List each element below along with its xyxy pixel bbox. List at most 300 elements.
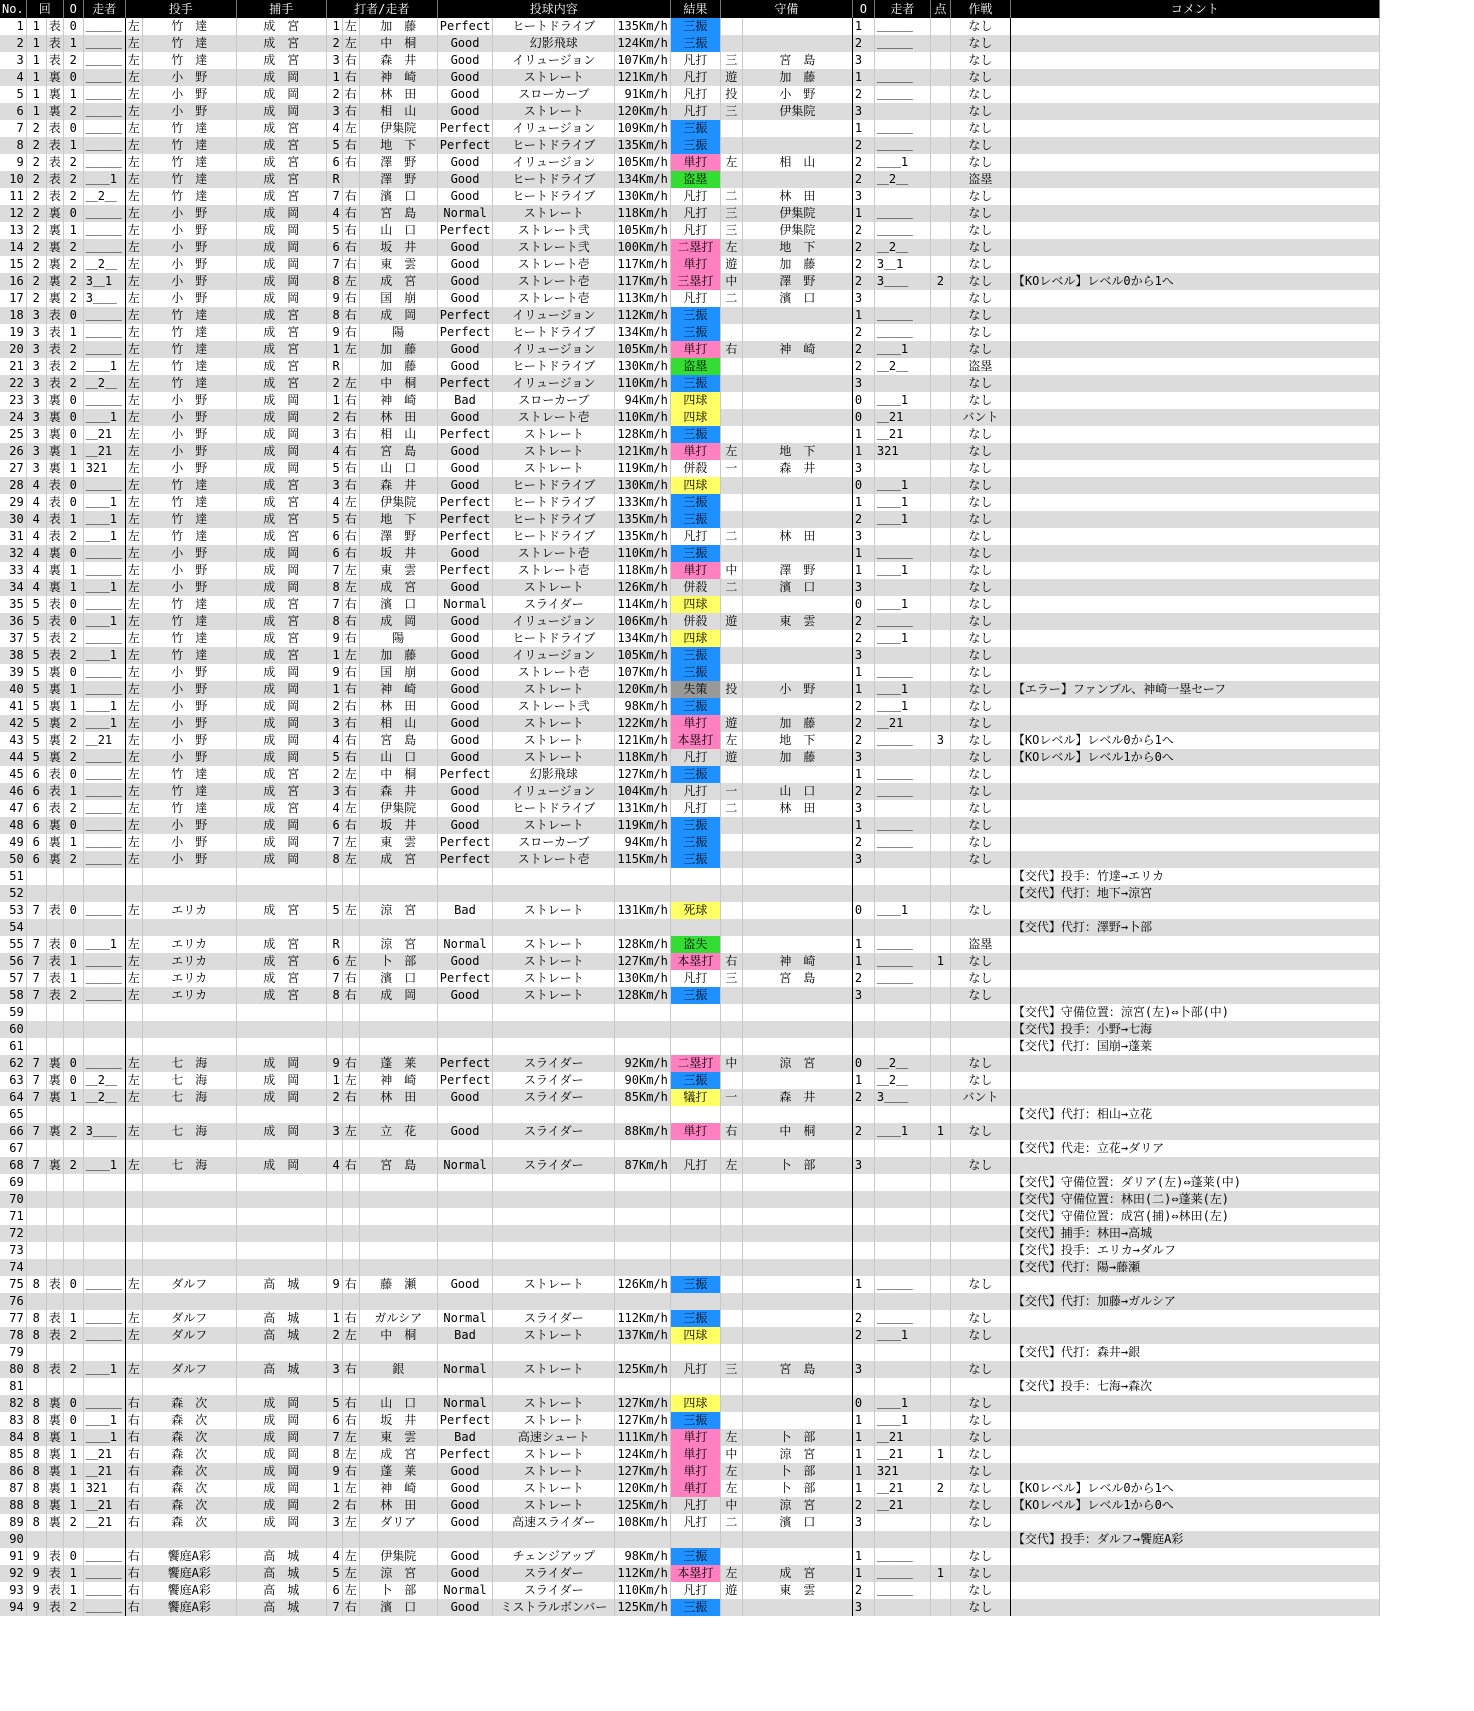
cell-no: 17: [0, 290, 26, 307]
cell-pitcher: 竹 達: [142, 511, 236, 528]
cell-fielder: 東 雲: [742, 1582, 852, 1599]
cell-bat-hand: [342, 358, 359, 375]
cell-pitcher-hand: 左: [125, 953, 142, 970]
cell-field-pos: [720, 375, 742, 392]
cell-outs: 1: [63, 953, 83, 970]
table-row: [0, 375, 1379, 392]
cell-runners-after: ＿＿＿: [874, 1548, 930, 1565]
cell-inning: 6: [26, 817, 46, 834]
cell-runs: [930, 171, 950, 188]
cell-bat-hand: [342, 1106, 359, 1123]
cell-pitch-type: [493, 1174, 615, 1191]
cell-strategy: なし: [950, 1361, 1010, 1378]
cell-runners: ＿＿＿: [83, 630, 125, 647]
cell-pitch-type: スライダー: [493, 1089, 615, 1106]
cell-strategy: なし: [950, 1310, 1010, 1327]
cell-inning: 5: [26, 613, 46, 630]
cell-field-pos: [720, 1174, 742, 1191]
cell-runners-after: ＿＿1: [874, 1123, 930, 1140]
cell-runs: [930, 766, 950, 783]
cell-order: 5: [326, 137, 342, 154]
cell-batter: [359, 1293, 437, 1310]
cell-order: 2: [326, 35, 342, 52]
cell-bat-hand: 右: [342, 222, 359, 239]
col-catcher: 捕手: [236, 0, 326, 18]
cell-strategy: [950, 1174, 1010, 1191]
cell-outs: [63, 1259, 83, 1276]
table-row: [0, 596, 1379, 613]
cell-no: 54: [0, 919, 26, 936]
cell-bat-hand: 左: [342, 120, 359, 137]
cell-outs-after: 2: [852, 358, 874, 375]
cell-field-pos: 三: [720, 1361, 742, 1378]
cell-bat-hand: 左: [342, 834, 359, 851]
cell-fielder: 林 田: [742, 188, 852, 205]
cell-order: 2: [326, 1497, 342, 1514]
cell-pitcher: 小 野: [142, 222, 236, 239]
cell-strategy: なし: [950, 1072, 1010, 1089]
cell-runs: [930, 1463, 950, 1480]
cell-bat-hand: 右: [342, 324, 359, 341]
table-row: [0, 1259, 1379, 1276]
cell-result: [670, 919, 720, 936]
cell-comment: [1010, 1412, 1379, 1429]
cell-outs-after: [852, 1004, 874, 1021]
cell-no: 13: [0, 222, 26, 239]
cell-bat-hand: [342, 885, 359, 902]
cell-pitch-type: スライダー: [493, 1582, 615, 1599]
cell-catcher: 成 岡: [236, 715, 326, 732]
cell-comment: [1010, 1327, 1379, 1344]
cell-runs: [930, 596, 950, 613]
cell-order: 3: [326, 1123, 342, 1140]
cell-no: 8: [0, 137, 26, 154]
cell-comment: [1010, 103, 1379, 120]
cell-pitcher-hand: 左: [125, 290, 142, 307]
cell-outs: 0: [63, 1055, 83, 1072]
cell-quality: Perfect: [437, 120, 493, 137]
cell-batter: 陽: [359, 630, 437, 647]
cell-result: 三塁打: [670, 273, 720, 290]
cell-fielder: [742, 477, 852, 494]
cell-speed: [615, 1378, 671, 1395]
cell-half: 表: [46, 1361, 63, 1378]
cell-inning: 8: [26, 1446, 46, 1463]
cell-catcher: [236, 1242, 326, 1259]
cell-catcher: 成 宮: [236, 171, 326, 188]
cell-runs: [930, 1293, 950, 1310]
col-runners-after: 走者: [874, 0, 930, 18]
cell-half: [46, 919, 63, 936]
cell-field-pos: 二: [720, 528, 742, 545]
cell-pitcher: [142, 1038, 236, 1055]
cell-result: 三振: [670, 1276, 720, 1293]
cell-catcher: [236, 1259, 326, 1276]
cell-order: [326, 1242, 342, 1259]
cell-result: 単打: [670, 1480, 720, 1497]
cell-half: 表: [46, 1565, 63, 1582]
cell-speed: 100Km/h: [615, 239, 671, 256]
cell-pitcher: [142, 1191, 236, 1208]
cell-inning: 8: [26, 1497, 46, 1514]
cell-field-pos: 三: [720, 222, 742, 239]
cell-pitcher: 小 野: [142, 69, 236, 86]
cell-quality: Normal: [437, 1395, 493, 1412]
cell-no: 56: [0, 953, 26, 970]
cell-outs-after: [852, 1242, 874, 1259]
cell-result: [670, 1344, 720, 1361]
cell-runs: [930, 1412, 950, 1429]
cell-outs: 1: [63, 1480, 83, 1497]
cell-order: 3: [326, 103, 342, 120]
cell-outs-after: [852, 1259, 874, 1276]
cell-no: 43: [0, 732, 26, 749]
cell-result: 併殺: [670, 460, 720, 477]
cell-runners-after: [874, 885, 930, 902]
table-row: [0, 1293, 1379, 1310]
cell-pitch-type: [493, 919, 615, 936]
cell-inning: 5: [26, 749, 46, 766]
cell-outs: 0: [63, 902, 83, 919]
cell-half: 裏: [46, 426, 63, 443]
cell-catcher: 高 城: [236, 1276, 326, 1293]
cell-half: 裏: [46, 1123, 63, 1140]
cell-result: 併殺: [670, 613, 720, 630]
cell-comment: [1010, 1429, 1379, 1446]
cell-bat-hand: [342, 1174, 359, 1191]
cell-inning: 8: [26, 1514, 46, 1531]
cell-bat-hand: [342, 1225, 359, 1242]
cell-comment: [1010, 477, 1379, 494]
cell-runs: [930, 647, 950, 664]
cell-pitcher: 小 野: [142, 273, 236, 290]
cell-pitcher-hand: 左: [125, 392, 142, 409]
table-row: [0, 766, 1379, 783]
cell-speed: 115Km/h: [615, 851, 671, 868]
cell-pitcher-hand: 左: [125, 902, 142, 919]
cell-runners: [83, 1191, 125, 1208]
cell-speed: 127Km/h: [615, 953, 671, 970]
cell-result: 三振: [670, 375, 720, 392]
cell-fielder: [742, 1106, 852, 1123]
cell-comment: 【交代】代打：加藤→ガルシア: [1010, 1293, 1379, 1310]
cell-inning: [26, 1174, 46, 1191]
cell-outs-after: 3: [852, 460, 874, 477]
cell-pitcher-hand: 右: [125, 1412, 142, 1429]
cell-fielder: [742, 137, 852, 154]
cell-fielder: 濱 口: [742, 1514, 852, 1531]
cell-speed: 98Km/h: [615, 1548, 671, 1565]
cell-runs: [930, 1089, 950, 1106]
cell-order: [326, 1174, 342, 1191]
cell-speed: 130Km/h: [615, 477, 671, 494]
cell-comment: [1010, 341, 1379, 358]
cell-fielder: [742, 919, 852, 936]
cell-pitch-type: ストレート壱: [493, 290, 615, 307]
cell-catcher: 成 岡: [236, 1089, 326, 1106]
cell-pitcher-hand: 左: [125, 494, 142, 511]
cell-no: 20: [0, 341, 26, 358]
cell-half: 表: [46, 1276, 63, 1293]
cell-result: 凡打: [670, 1497, 720, 1514]
cell-runs: [930, 919, 950, 936]
cell-catcher: [236, 1174, 326, 1191]
cell-runs: [930, 885, 950, 902]
cell-order: [326, 1259, 342, 1276]
cell-fielder: 小 野: [742, 681, 852, 698]
cell-runs: [930, 1395, 950, 1412]
cell-comment: 【KOレベル】レベル0から1へ: [1010, 732, 1379, 749]
cell-batter: 濱 口: [359, 596, 437, 613]
cell-runners: [83, 1106, 125, 1123]
cell-fielder: [742, 1174, 852, 1191]
cell-runners-after: [874, 460, 930, 477]
cell-outs-after: [852, 885, 874, 902]
cell-field-pos: [720, 1531, 742, 1548]
cell-pitcher-hand: 左: [125, 834, 142, 851]
cell-quality: [437, 1174, 493, 1191]
cell-runners-after: ＿＿1: [874, 154, 930, 171]
cell-quality: Good: [437, 188, 493, 205]
cell-half: 裏: [46, 239, 63, 256]
table-row: [0, 69, 1379, 86]
cell-pitcher-hand: 左: [125, 409, 142, 426]
cell-fielder: [742, 1412, 852, 1429]
cell-fielder: [742, 426, 852, 443]
cell-result: [670, 1531, 720, 1548]
cell-quality: Good: [437, 290, 493, 307]
cell-batter: [359, 1038, 437, 1055]
cell-order: [326, 1191, 342, 1208]
cell-runners-after: 321: [874, 443, 930, 460]
cell-catcher: 成 岡: [236, 1514, 326, 1531]
cell-speed: 117Km/h: [615, 273, 671, 290]
cell-outs: [63, 1004, 83, 1021]
cell-runners: ＿＿1: [83, 698, 125, 715]
cell-runners-after: ＿＿＿: [874, 783, 930, 800]
cell-outs: 1: [63, 562, 83, 579]
cell-pitcher-hand: 左: [125, 477, 142, 494]
cell-field-pos: [720, 494, 742, 511]
cell-speed: [615, 885, 671, 902]
cell-runs: [930, 1038, 950, 1055]
cell-runners-after: ＿＿＿: [874, 86, 930, 103]
table-row: [0, 919, 1379, 936]
cell-pitch-type: イリュージョン: [493, 341, 615, 358]
cell-pitcher-hand: 左: [125, 1361, 142, 1378]
cell-result: 四球: [670, 409, 720, 426]
cell-batter: 宮 島: [359, 1157, 437, 1174]
cell-order: 7: [326, 562, 342, 579]
cell-comment: [1010, 630, 1379, 647]
cell-inning: 7: [26, 936, 46, 953]
cell-catcher: [236, 1208, 326, 1225]
cell-field-pos: [720, 936, 742, 953]
cell-outs: 1: [63, 35, 83, 52]
cell-order: 1: [326, 69, 342, 86]
cell-half: 裏: [46, 1480, 63, 1497]
cell-bat-hand: 右: [342, 205, 359, 222]
cell-comment: [1010, 69, 1379, 86]
cell-outs-after: [852, 1038, 874, 1055]
cell-strategy: [950, 1038, 1010, 1055]
cell-quality: [437, 1225, 493, 1242]
cell-speed: [615, 1106, 671, 1123]
cell-field-pos: 左: [720, 732, 742, 749]
cell-runners-after: [874, 1514, 930, 1531]
cell-inning: 3: [26, 324, 46, 341]
cell-result: 本塁打: [670, 1565, 720, 1582]
cell-strategy: なし: [950, 154, 1010, 171]
cell-outs: 0: [63, 1276, 83, 1293]
cell-bat-hand: 右: [342, 715, 359, 732]
cell-pitcher-hand: 左: [125, 1327, 142, 1344]
cell-pitcher-hand: 左: [125, 783, 142, 800]
table-row: [0, 1395, 1379, 1412]
cell-order: 5: [326, 749, 342, 766]
cell-runners-after: [874, 1225, 930, 1242]
cell-catcher: 成 宮: [236, 52, 326, 69]
cell-fielder: 加 藤: [742, 256, 852, 273]
cell-fielder: [742, 358, 852, 375]
cell-quality: [437, 919, 493, 936]
cell-pitcher: 竹 達: [142, 188, 236, 205]
cell-runners-after: [874, 987, 930, 1004]
cell-runners: ＿＿＿: [83, 681, 125, 698]
cell-catcher: 成 宮: [236, 800, 326, 817]
cell-field-pos: [720, 1327, 742, 1344]
cell-pitch-type: ストレート弐: [493, 222, 615, 239]
cell-quality: Good: [437, 256, 493, 273]
cell-comment: [1010, 494, 1379, 511]
cell-quality: Perfect: [437, 494, 493, 511]
cell-pitcher-hand: 右: [125, 1497, 142, 1514]
cell-no: 79: [0, 1344, 26, 1361]
cell-catcher: 成 宮: [236, 936, 326, 953]
cell-comment: [1010, 52, 1379, 69]
cell-runners: ＿＿＿: [83, 817, 125, 834]
cell-catcher: 成 岡: [236, 1463, 326, 1480]
cell-outs-after: 2: [852, 256, 874, 273]
cell-inning: 2: [26, 154, 46, 171]
cell-order: 1: [326, 1310, 342, 1327]
cell-runs: [930, 1208, 950, 1225]
cell-bat-hand: [342, 1378, 359, 1395]
cell-inning: 2: [26, 188, 46, 205]
cell-runners: ＿＿＿: [83, 953, 125, 970]
table-row: [0, 953, 1379, 970]
cell-runs: [930, 443, 950, 460]
cell-result: 三振: [670, 545, 720, 562]
cell-batter: [359, 1106, 437, 1123]
cell-pitcher: 竹 達: [142, 324, 236, 341]
cell-quality: Perfect: [437, 1446, 493, 1463]
cell-pitcher: 竹 達: [142, 154, 236, 171]
cell-runners: [83, 1378, 125, 1395]
cell-bat-hand: [342, 1242, 359, 1259]
cell-no: 29: [0, 494, 26, 511]
cell-speed: 113Km/h: [615, 290, 671, 307]
cell-pitcher-hand: 左: [125, 970, 142, 987]
cell-field-pos: [720, 885, 742, 902]
cell-field-pos: [720, 1344, 742, 1361]
cell-fielder: [742, 1599, 852, 1616]
cell-quality: Perfect: [437, 18, 493, 35]
cell-outs-after: 3: [852, 579, 874, 596]
cell-pitcher: エリカ: [142, 953, 236, 970]
cell-pitcher: 竹 達: [142, 494, 236, 511]
cell-half: [46, 1174, 63, 1191]
table-row: [0, 256, 1379, 273]
cell-catcher: 成 宮: [236, 970, 326, 987]
cell-strategy: [950, 1106, 1010, 1123]
cell-result: 三振: [670, 18, 720, 35]
table-row: [0, 460, 1379, 477]
cell-quality: [437, 1021, 493, 1038]
cell-pitch-type: ミストラルボンバー: [493, 1599, 615, 1616]
cell-runners-after: ＿＿＿: [874, 970, 930, 987]
cell-runners: [83, 1259, 125, 1276]
cell-speed: 131Km/h: [615, 902, 671, 919]
cell-half: 裏: [46, 1055, 63, 1072]
cell-no: 33: [0, 562, 26, 579]
cell-outs: 0: [63, 392, 83, 409]
cell-runners-after: ＿＿＿: [874, 834, 930, 851]
cell-pitch-type: ヒートドライブ: [493, 511, 615, 528]
cell-pitcher-hand: 左: [125, 137, 142, 154]
col-comment: コメント: [1010, 0, 1379, 18]
cell-pitcher: 小 野: [142, 749, 236, 766]
cell-batter: 中 桐: [359, 375, 437, 392]
cell-pitcher: [142, 1021, 236, 1038]
cell-pitch-type: ストレート: [493, 1276, 615, 1293]
cell-speed: [615, 1191, 671, 1208]
cell-fielder: 卜 部: [742, 1157, 852, 1174]
cell-runners-after: [874, 1157, 930, 1174]
cell-pitcher: 竹 達: [142, 528, 236, 545]
cell-comment: [1010, 1463, 1379, 1480]
cell-runners: ＿＿＿: [83, 987, 125, 1004]
cell-runners: ＿＿＿: [83, 834, 125, 851]
cell-fielder: [742, 834, 852, 851]
cell-runners-after: ＿＿＿: [874, 732, 930, 749]
cell-speed: 105Km/h: [615, 647, 671, 664]
cell-speed: 134Km/h: [615, 171, 671, 188]
cell-outs-after: 2: [852, 86, 874, 103]
cell-fielder: [742, 936, 852, 953]
cell-result: 失策: [670, 681, 720, 698]
table-row: [0, 1225, 1379, 1242]
cell-outs-after: 1: [852, 443, 874, 460]
cell-runners: ＿＿1: [83, 1361, 125, 1378]
cell-result: 三振: [670, 698, 720, 715]
cell-outs: [63, 1531, 83, 1548]
col-inning: 回: [26, 0, 63, 18]
cell-half: 表: [46, 936, 63, 953]
cell-runners: ＿21: [83, 1446, 125, 1463]
cell-result: 三振: [670, 1412, 720, 1429]
cell-bat-hand: 右: [342, 460, 359, 477]
cell-half: [46, 1021, 63, 1038]
cell-half: 表: [46, 1327, 63, 1344]
cell-pitch-type: [493, 1106, 615, 1123]
cell-catcher: [236, 1140, 326, 1157]
cell-outs: 1: [63, 1565, 83, 1582]
cell-result: 三振: [670, 664, 720, 681]
cell-batter: [359, 1208, 437, 1225]
cell-pitch-type: ストレート: [493, 936, 615, 953]
cell-field-pos: 三: [720, 103, 742, 120]
